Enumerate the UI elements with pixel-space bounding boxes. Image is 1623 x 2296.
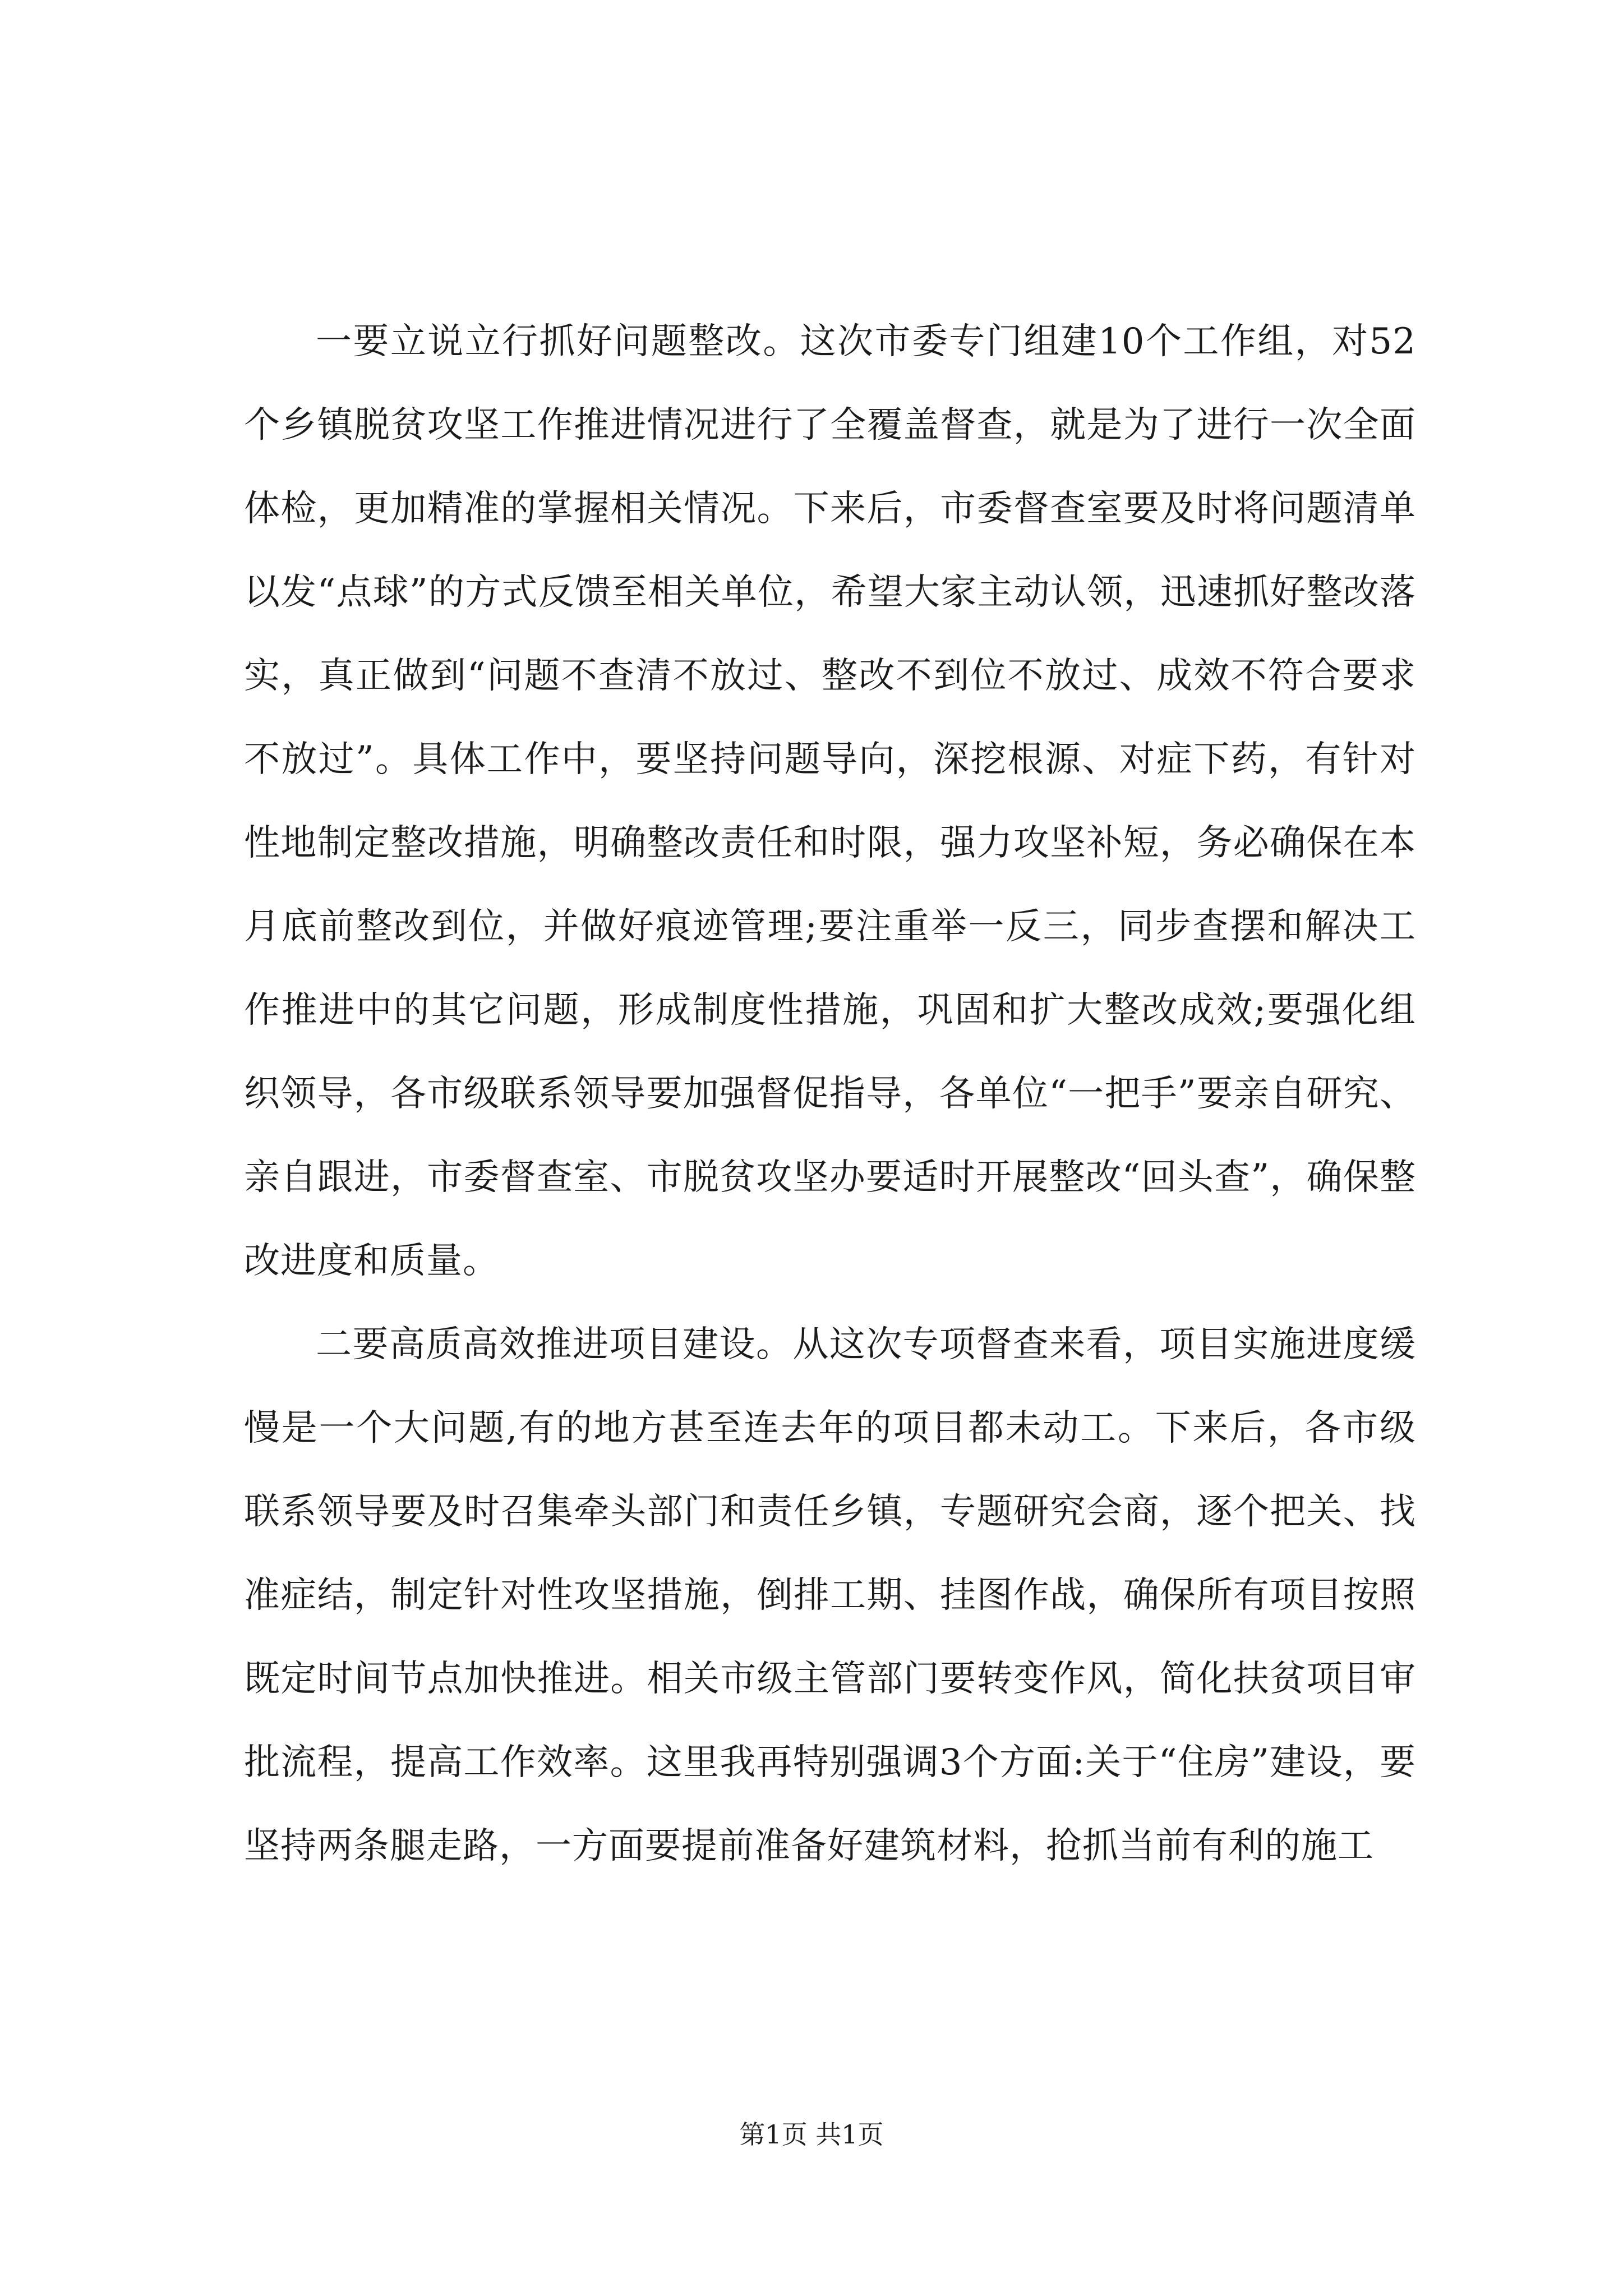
document-body [244,300,1416,1888]
paragraph-2: 二要高质高效推进项目建设。从这次专项督查来看，项目实施进度缓慢是一个大问题,有的地方甚至连去年的项目都未动工。下来后，各市级联系领导要及时召集牵头部门和责任乡镇，专题研究会商，逐个把关、找准症结，制定针对性攻坚措施，倒排工期、挂图作战，确保所有项目按照既定时间节点加快推进。相关市级主管部门要转变作风，简化扶贫项目审批流程，提高工作效率。这里我再特别强调3个方面:关于“住房”建设，要坚持两条腿走路，一方面要提前准备好建筑材料，抢抓当前有利的施工 [244,1324,1416,1867]
paragraph-1: 一要立说立行抓好问题整改。这次市委专门组建10个工作组，对52个乡镇脱贫攻坚工作推进情况进行了全覆盖督查，就是为了进行一次全面体检，更加精准的掌握相关情况。下来后，市委督查室要及时将问题清单以发“点球”的方式反馈至相关单位，希望大家主动认领，迅速抓好整改落实，真正做到“问题不查清不放过、整改不到位不放过、成效不符合要求不放过”。具体工作中，要坚持问题导向，深挖根源、对症下药，有针对性地制定整改措施，明确整改责任和时限，强力攻坚补短，务必确保在本月底前整改到位，并做好痕迹管理;要注重举一反三，同步查摆和解决工作推进中的其它问题，形成制度性措施，巩固和扩大整改成效;要强化组织领导，各市级联系领导要加强督促指导，各单位“一把手”要亲自研究、亲自跟进，市委督查室、市脱贫攻坚办要适时开展整改“回头查”，确保整改进度和质量。 [244,321,1416,1282]
page-footer: 第1页 共1页 [739,2119,884,2150]
